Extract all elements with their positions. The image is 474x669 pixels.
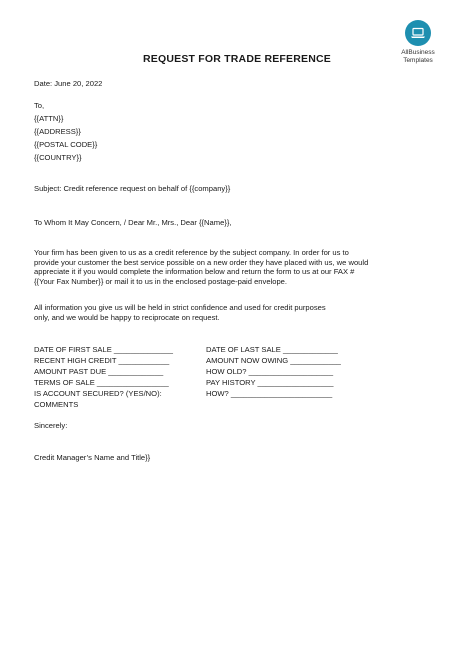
address-attn: {{ATTN}} <box>34 114 64 123</box>
form-right-item: DATE OF LAST SALE _____________ <box>206 345 338 354</box>
address-to: To, <box>34 101 45 110</box>
paragraph-2-line-2: only, and we would be happy to reciprocate on request. <box>34 312 220 322</box>
paragraph-1-line-2: provide your customer the best service possible on a new order they have placed with us, we would <box>34 257 369 267</box>
form-left-item: COMMENTS <box>34 400 79 409</box>
logo-line-1: AllBusiness <box>401 49 435 56</box>
address-street: {{ADDRESS}} <box>34 127 81 136</box>
paragraph-1-line-3: appreciate it if you would complete the information below and return the form to us at our FAX # <box>34 267 355 276</box>
laptop-icon <box>405 20 431 46</box>
form-right-item: PAY HISTORY __________________ <box>206 378 334 387</box>
body-paragraph-2 <box>34 303 406 322</box>
paragraph-1-line-1: Your firm has been given to us as a credit reference by the subject company. In order for us to <box>34 248 349 257</box>
form-left-item: DATE OF FIRST SALE ______________ <box>34 345 174 354</box>
closing: Sincerely: <box>34 421 68 430</box>
form-left-item: AMOUNT PAST DUE _____________ <box>34 367 164 376</box>
signature-line: Credit Manager’s Name and Title}} <box>34 453 151 462</box>
paragraph-2-line-1: All information you give us will be held in strict confidence and used for credit purposes <box>34 303 326 312</box>
logo-line-2: Templates <box>403 56 433 64</box>
body-paragraph-1 <box>34 248 406 286</box>
page-title: REQUEST FOR TRADE REFERENCE <box>143 53 331 65</box>
address-country: {{COUNTRY}} <box>34 153 82 162</box>
form-right-item: HOW OLD? ____________________ <box>206 367 334 376</box>
letter-date: Date: June 20, 2022 <box>34 79 103 88</box>
address-postal: {{POSTAL CODE}} <box>34 140 98 149</box>
form-right-item: HOW? ________________________ <box>206 389 333 398</box>
form-right-item: AMOUNT NOW OWING ____________ <box>206 356 341 365</box>
paragraph-1-line-4: {{Your Fax Number}} or mail it to us in the enclosed postage-paid envelope. <box>34 276 288 286</box>
form-left-item: IS ACCOUNT SECURED? (YES/NO): <box>34 389 162 398</box>
form-left-item: RECENT HIGH CREDIT ____________ <box>34 356 170 365</box>
salutation: To Whom It May Concern, / Dear Mr., Mrs., Dear {{Name}}, <box>34 218 232 227</box>
form-left-item: TERMS OF SALE _________________ <box>34 378 169 387</box>
subject-line: Subject: Credit reference request on behalf of {{company}} <box>34 184 231 193</box>
